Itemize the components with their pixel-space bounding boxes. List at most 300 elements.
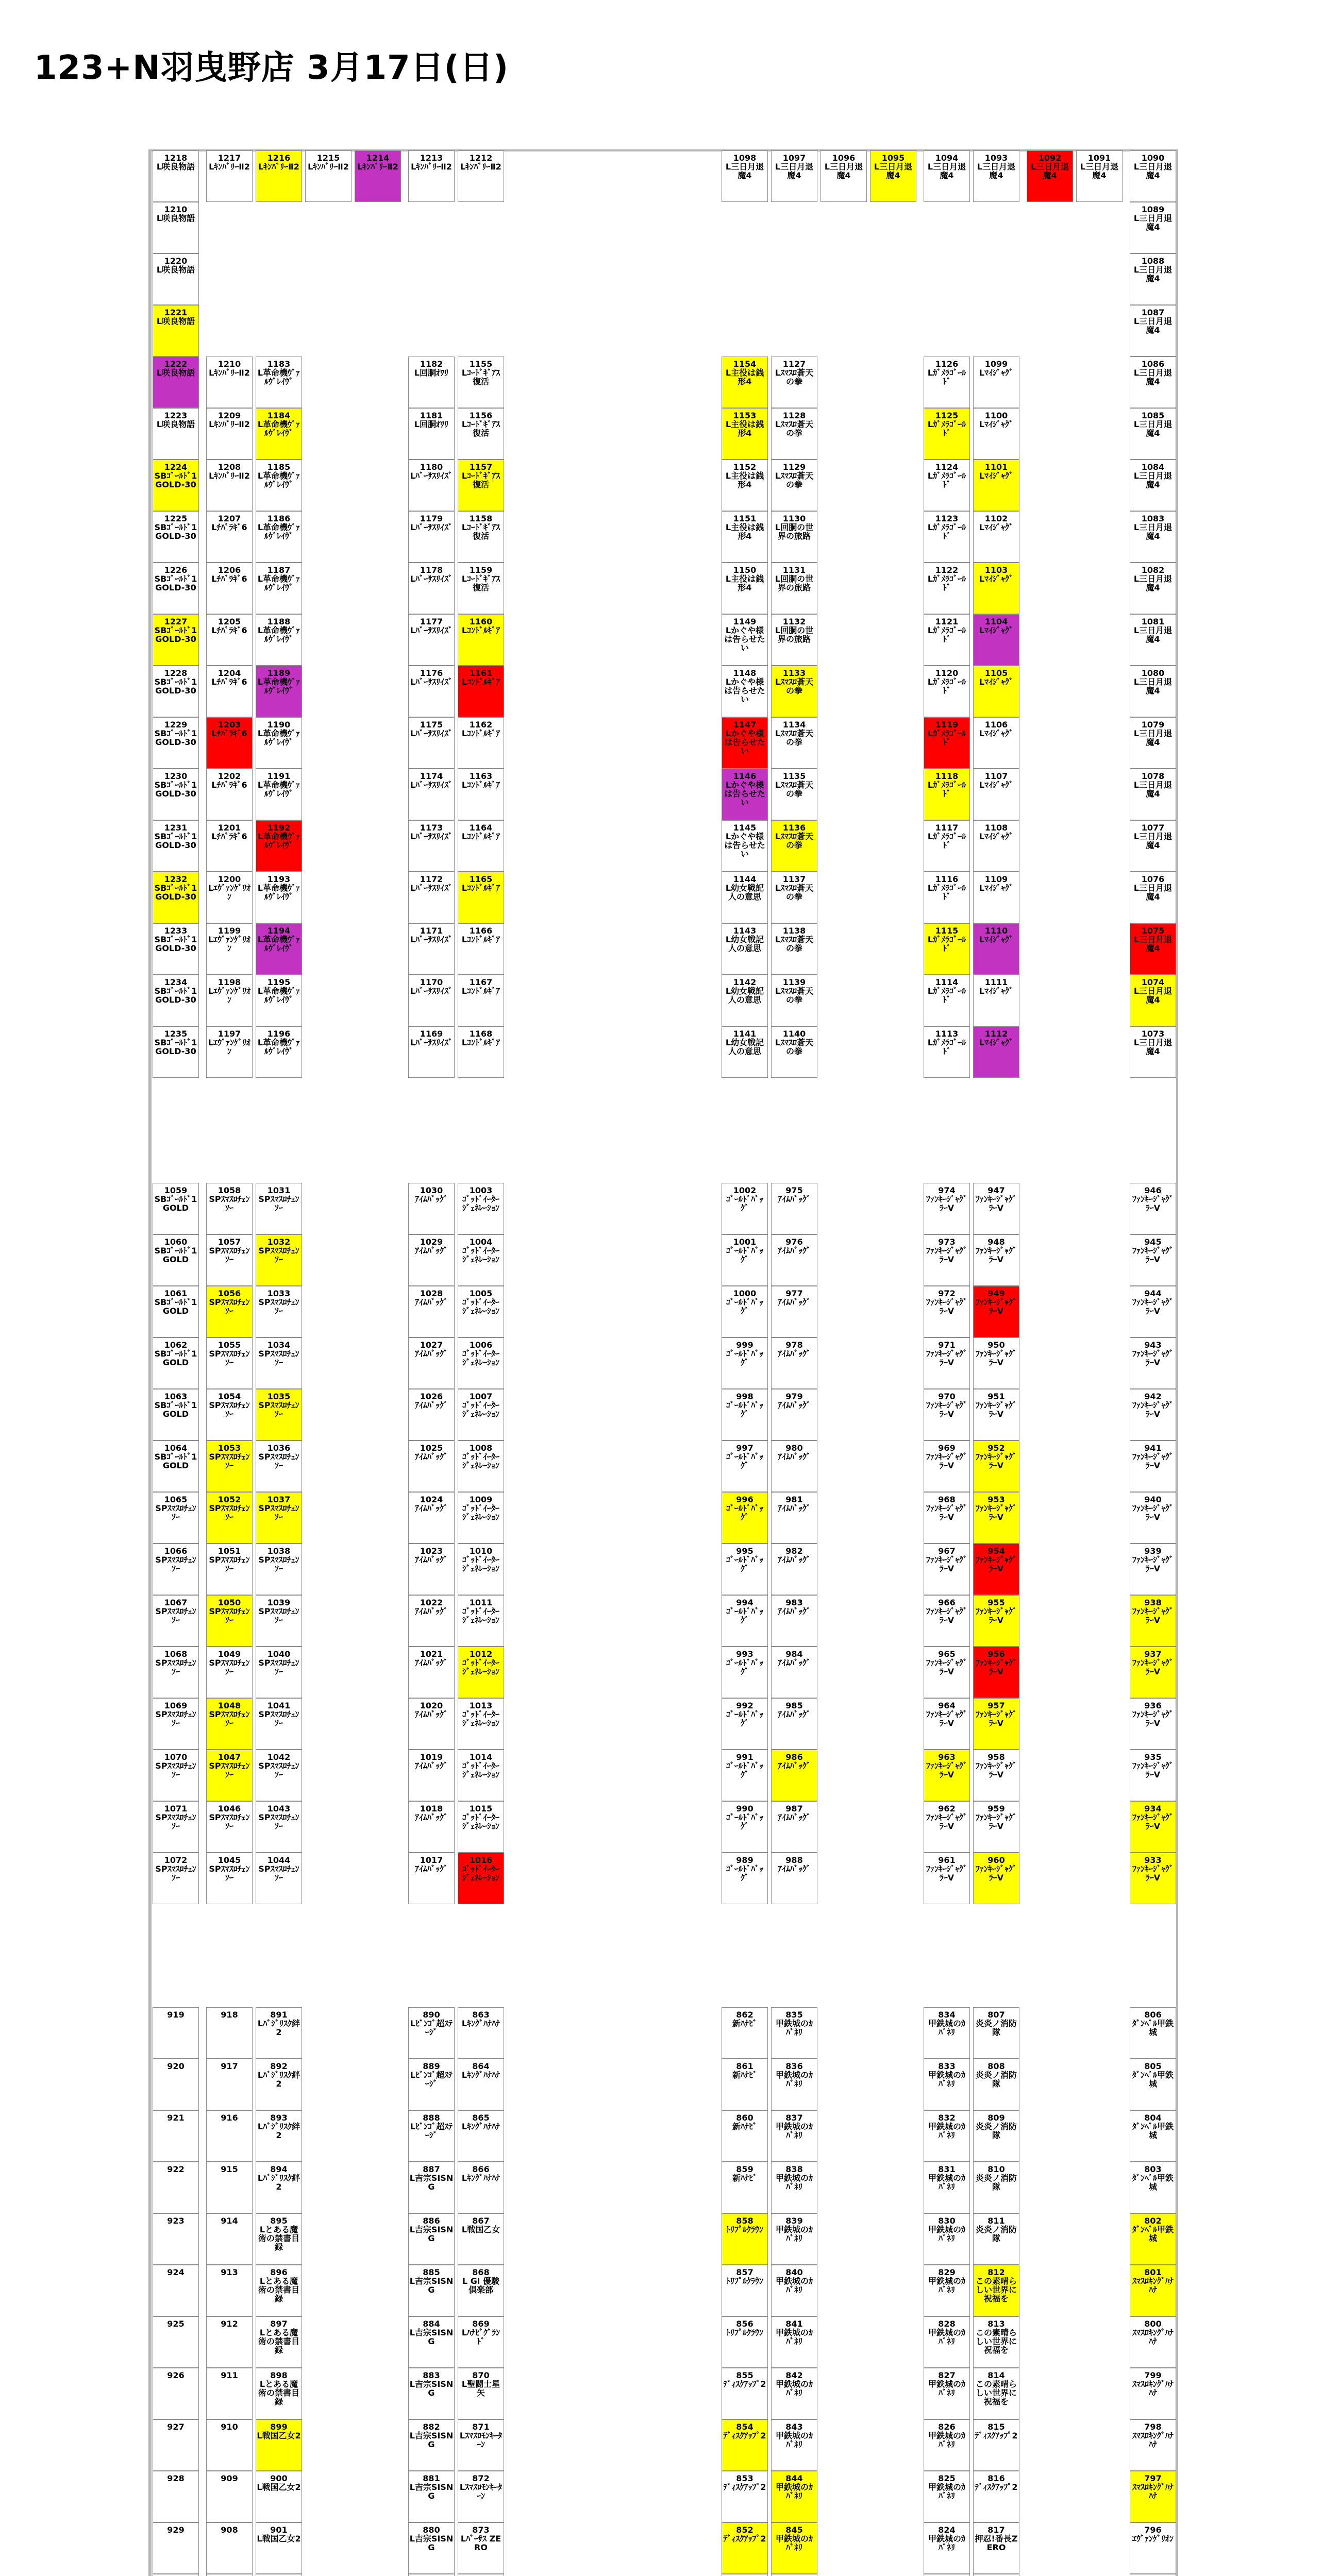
machine-1200[interactable] <box>206 872 253 923</box>
machine-1085[interactable] <box>1130 408 1176 460</box>
machine-1081[interactable] <box>1130 614 1176 666</box>
machine-1071[interactable] <box>153 1801 199 1853</box>
machine-1010[interactable] <box>458 1544 504 1595</box>
machine-833[interactable] <box>924 2059 970 2110</box>
machine-990[interactable] <box>722 1801 768 1853</box>
machine-827[interactable] <box>924 2368 970 2419</box>
machine-831[interactable] <box>924 2162 970 2213</box>
machine-1123[interactable] <box>924 511 970 563</box>
machine-1167[interactable] <box>458 975 504 1026</box>
machine-1157[interactable] <box>458 460 504 511</box>
machine-861[interactable] <box>722 2059 768 2110</box>
machine-852[interactable] <box>722 2522 768 2574</box>
machine-1031[interactable] <box>256 1183 302 1234</box>
machine-1209[interactable] <box>206 408 253 460</box>
machine-915[interactable] <box>206 2162 253 2213</box>
machine-938[interactable] <box>1130 1595 1176 1647</box>
machine-1105[interactable] <box>973 666 1019 717</box>
machine-1065[interactable] <box>153 1492 199 1544</box>
machine-1189[interactable] <box>256 666 302 717</box>
machine-1182[interactable] <box>408 357 455 408</box>
machine-1158[interactable] <box>458 511 504 563</box>
machine-1191[interactable] <box>256 769 302 820</box>
machine-1135[interactable] <box>771 769 817 820</box>
machine-1199[interactable] <box>206 923 253 975</box>
machine-818[interactable] <box>973 2574 1019 2576</box>
machine-1166[interactable] <box>458 923 504 975</box>
machine-1099[interactable] <box>973 357 1019 408</box>
machine-908[interactable] <box>206 2522 253 2574</box>
machine-1152[interactable] <box>722 460 768 511</box>
machine-832[interactable] <box>924 2110 970 2162</box>
machine-845[interactable] <box>771 2522 817 2574</box>
machine-999[interactable] <box>722 1337 768 1389</box>
machine-1063[interactable] <box>153 1389 199 1440</box>
machine-1026[interactable] <box>408 1389 455 1440</box>
machine-857[interactable] <box>722 2265 768 2316</box>
machine-886[interactable] <box>408 2213 455 2265</box>
machine-1188[interactable] <box>256 614 302 666</box>
machine-920[interactable] <box>153 2059 199 2110</box>
machine-1185[interactable] <box>256 460 302 511</box>
machine-1230[interactable] <box>153 769 199 820</box>
machine-942[interactable] <box>1130 1389 1176 1440</box>
machine-1084[interactable] <box>1130 460 1176 511</box>
machine-1046[interactable] <box>206 1801 253 1853</box>
machine-1056[interactable] <box>206 1286 253 1337</box>
machine-1043[interactable] <box>256 1801 302 1853</box>
machine-994[interactable] <box>722 1595 768 1647</box>
machine-862[interactable] <box>722 2007 768 2059</box>
machine-1212[interactable] <box>458 150 504 202</box>
machine-1008[interactable] <box>458 1440 504 1492</box>
machine-1214[interactable] <box>355 150 401 202</box>
machine-796[interactable] <box>1130 2522 1176 2574</box>
machine-954[interactable] <box>973 1544 1019 1595</box>
machine-859[interactable] <box>722 2162 768 2213</box>
machine-810[interactable] <box>973 2162 1019 2213</box>
machine-1075[interactable] <box>1130 923 1176 975</box>
machine-1154[interactable] <box>722 357 768 408</box>
machine-1050[interactable] <box>206 1595 253 1647</box>
machine-923[interactable] <box>153 2213 199 2265</box>
machine-1005[interactable] <box>458 1286 504 1337</box>
machine-823[interactable] <box>924 2574 970 2576</box>
machine-1197[interactable] <box>206 1026 253 1078</box>
machine-1132[interactable] <box>771 614 817 666</box>
machine-867[interactable] <box>458 2213 504 2265</box>
machine-879[interactable] <box>408 2574 455 2576</box>
machine-1007[interactable] <box>458 1389 504 1440</box>
machine-1064[interactable] <box>153 1440 199 1492</box>
machine-1048[interactable] <box>206 1698 253 1750</box>
machine-934[interactable] <box>1130 1801 1176 1853</box>
machine-863[interactable] <box>458 2007 504 2059</box>
machine-963[interactable] <box>924 1750 970 1801</box>
machine-928[interactable] <box>153 2471 199 2522</box>
machine-949[interactable] <box>973 1286 1019 1337</box>
machine-1042[interactable] <box>256 1750 302 1801</box>
machine-874[interactable] <box>458 2574 504 2576</box>
machine-980[interactable] <box>771 1440 817 1492</box>
machine-1195[interactable] <box>256 975 302 1026</box>
machine-829[interactable] <box>924 2265 970 2316</box>
machine-984[interactable] <box>771 1647 817 1698</box>
machine-902[interactable] <box>256 2574 302 2576</box>
machine-996[interactable] <box>722 1492 768 1544</box>
machine-898[interactable] <box>256 2368 302 2419</box>
machine-1131[interactable] <box>771 563 817 614</box>
machine-959[interactable] <box>973 1801 1019 1853</box>
machine-967[interactable] <box>924 1544 970 1595</box>
machine-1222[interactable] <box>153 357 199 408</box>
machine-987[interactable] <box>771 1801 817 1853</box>
machine-1220[interactable] <box>153 253 199 305</box>
machine-1025[interactable] <box>408 1440 455 1492</box>
machine-1196[interactable] <box>256 1026 302 1078</box>
machine-995[interactable] <box>722 1544 768 1595</box>
machine-1169[interactable] <box>408 1026 455 1078</box>
machine-1126[interactable] <box>924 357 970 408</box>
machine-851[interactable] <box>722 2574 768 2576</box>
machine-1142[interactable] <box>722 975 768 1026</box>
machine-1016[interactable] <box>458 1853 504 1904</box>
machine-817[interactable] <box>973 2522 1019 2574</box>
machine-836[interactable] <box>771 2059 817 2110</box>
machine-882[interactable] <box>408 2419 455 2471</box>
machine-1202[interactable] <box>206 769 253 820</box>
machine-926[interactable] <box>153 2368 199 2419</box>
machine-1153[interactable] <box>722 408 768 460</box>
machine-1087[interactable] <box>1130 305 1176 357</box>
machine-1127[interactable] <box>771 357 817 408</box>
machine-957[interactable] <box>973 1698 1019 1750</box>
machine-841[interactable] <box>771 2316 817 2368</box>
machine-899[interactable] <box>256 2419 302 2471</box>
machine-965[interactable] <box>924 1647 970 1698</box>
machine-1033[interactable] <box>256 1286 302 1337</box>
machine-888[interactable] <box>408 2110 455 2162</box>
machine-970[interactable] <box>924 1389 970 1440</box>
machine-1102[interactable] <box>973 511 1019 563</box>
machine-881[interactable] <box>408 2471 455 2522</box>
machine-1121[interactable] <box>924 614 970 666</box>
machine-1106[interactable] <box>973 717 1019 769</box>
machine-1164[interactable] <box>458 820 504 872</box>
machine-974[interactable] <box>924 1183 970 1234</box>
machine-1147[interactable] <box>722 717 768 769</box>
machine-988[interactable] <box>771 1853 817 1904</box>
machine-1093[interactable] <box>973 150 1019 202</box>
machine-907[interactable] <box>206 2574 253 2576</box>
machine-797[interactable] <box>1130 2471 1176 2522</box>
machine-937[interactable] <box>1130 1647 1176 1698</box>
machine-1004[interactable] <box>458 1234 504 1286</box>
machine-1150[interactable] <box>722 563 768 614</box>
machine-1168[interactable] <box>458 1026 504 1078</box>
machine-1184[interactable] <box>256 408 302 460</box>
machine-1133[interactable] <box>771 666 817 717</box>
machine-962[interactable] <box>924 1801 970 1853</box>
machine-969[interactable] <box>924 1440 970 1492</box>
machine-1096[interactable] <box>820 150 867 202</box>
machine-858[interactable] <box>722 2213 768 2265</box>
machine-947[interactable] <box>973 1183 1019 1234</box>
machine-801[interactable] <box>1130 2265 1176 2316</box>
machine-1032[interactable] <box>256 1234 302 1286</box>
machine-1111[interactable] <box>973 975 1019 1026</box>
machine-1108[interactable] <box>973 820 1019 872</box>
machine-1174[interactable] <box>408 769 455 820</box>
machine-941[interactable] <box>1130 1440 1176 1492</box>
machine-977[interactable] <box>771 1286 817 1337</box>
machine-958[interactable] <box>973 1750 1019 1801</box>
machine-1183[interactable] <box>256 357 302 408</box>
machine-991[interactable] <box>722 1750 768 1801</box>
machine-1089[interactable] <box>1130 202 1176 253</box>
machine-844[interactable] <box>771 2471 817 2522</box>
machine-1062[interactable] <box>153 1337 199 1389</box>
machine-1192[interactable] <box>256 820 302 872</box>
machine-891[interactable] <box>256 2007 302 2059</box>
machine-1073[interactable] <box>1130 1026 1176 1078</box>
machine-808[interactable] <box>973 2059 1019 2110</box>
machine-1098[interactable] <box>722 150 768 202</box>
machine-1011[interactable] <box>458 1595 504 1647</box>
machine-1060[interactable] <box>153 1234 199 1286</box>
machine-913[interactable] <box>206 2265 253 2316</box>
machine-1141[interactable] <box>722 1026 768 1078</box>
machine-825[interactable] <box>924 2471 970 2522</box>
machine-1206[interactable] <box>206 563 253 614</box>
machine-805[interactable] <box>1130 2059 1176 2110</box>
machine-1215[interactable] <box>305 150 351 202</box>
machine-1116[interactable] <box>924 872 970 923</box>
machine-1146[interactable] <box>722 769 768 820</box>
machine-1163[interactable] <box>458 769 504 820</box>
machine-968[interactable] <box>924 1492 970 1544</box>
machine-1015[interactable] <box>458 1801 504 1853</box>
machine-1080[interactable] <box>1130 666 1176 717</box>
machine-1119[interactable] <box>924 717 970 769</box>
machine-1205[interactable] <box>206 614 253 666</box>
machine-1014[interactable] <box>458 1750 504 1801</box>
machine-1045[interactable] <box>206 1853 253 1904</box>
machine-1216[interactable] <box>256 150 302 202</box>
machine-978[interactable] <box>771 1337 817 1389</box>
machine-864[interactable] <box>458 2059 504 2110</box>
machine-1156[interactable] <box>458 408 504 460</box>
machine-933[interactable] <box>1130 1853 1176 1904</box>
machine-1020[interactable] <box>408 1698 455 1750</box>
machine-1021[interactable] <box>408 1647 455 1698</box>
machine-989[interactable] <box>722 1853 768 1904</box>
machine-1138[interactable] <box>771 923 817 975</box>
machine-961[interactable] <box>924 1853 970 1904</box>
machine-1208[interactable] <box>206 460 253 511</box>
machine-1077[interactable] <box>1130 820 1176 872</box>
machine-1051[interactable] <box>206 1544 253 1595</box>
machine-1024[interactable] <box>408 1492 455 1544</box>
machine-868[interactable] <box>458 2265 504 2316</box>
machine-1069[interactable] <box>153 1698 199 1750</box>
machine-1144[interactable] <box>722 872 768 923</box>
machine-824[interactable] <box>924 2522 970 2574</box>
machine-950[interactable] <box>973 1337 1019 1389</box>
machine-918[interactable] <box>206 2007 253 2059</box>
machine-826[interactable] <box>924 2419 970 2471</box>
machine-840[interactable] <box>771 2265 817 2316</box>
machine-889[interactable] <box>408 2059 455 2110</box>
machine-798[interactable] <box>1130 2419 1176 2471</box>
machine-872[interactable] <box>458 2471 504 2522</box>
machine-1137[interactable] <box>771 872 817 923</box>
machine-803[interactable] <box>1130 2162 1176 2213</box>
machine-1054[interactable] <box>206 1389 253 1440</box>
machine-1000[interactable] <box>722 1286 768 1337</box>
machine-1190[interactable] <box>256 717 302 769</box>
machine-1100[interactable] <box>973 408 1019 460</box>
machine-869[interactable] <box>458 2316 504 2368</box>
machine-1235[interactable] <box>153 1026 199 1078</box>
machine-1148[interactable] <box>722 666 768 717</box>
machine-802[interactable] <box>1130 2213 1176 2265</box>
machine-1181[interactable] <box>408 408 455 460</box>
machine-1110[interactable] <box>973 923 1019 975</box>
machine-1047[interactable] <box>206 1750 253 1801</box>
machine-1057[interactable] <box>206 1234 253 1286</box>
machine-1041[interactable] <box>256 1698 302 1750</box>
machine-1091[interactable] <box>1076 150 1123 202</box>
machine-1139[interactable] <box>771 975 817 1026</box>
machine-997[interactable] <box>722 1440 768 1492</box>
machine-1104[interactable] <box>973 614 1019 666</box>
machine-1180[interactable] <box>408 460 455 511</box>
machine-1224[interactable] <box>153 460 199 511</box>
machine-1128[interactable] <box>771 408 817 460</box>
machine-1028[interactable] <box>408 1286 455 1337</box>
machine-940[interactable] <box>1130 1492 1176 1544</box>
machine-1094[interactable] <box>924 150 970 202</box>
machine-1134[interactable] <box>771 717 817 769</box>
machine-1039[interactable] <box>256 1595 302 1647</box>
machine-873[interactable] <box>458 2522 504 2574</box>
machine-1193[interactable] <box>256 872 302 923</box>
machine-816[interactable] <box>973 2471 1019 2522</box>
machine-893[interactable] <box>256 2110 302 2162</box>
machine-1107[interactable] <box>973 769 1019 820</box>
machine-1036[interactable] <box>256 1440 302 1492</box>
machine-1186[interactable] <box>256 511 302 563</box>
machine-943[interactable] <box>1130 1337 1176 1389</box>
machine-1070[interactable] <box>153 1750 199 1801</box>
machine-1221[interactable] <box>153 305 199 357</box>
machine-890[interactable] <box>408 2007 455 2059</box>
machine-1223[interactable] <box>153 408 199 460</box>
machine-828[interactable] <box>924 2316 970 2368</box>
machine-866[interactable] <box>458 2162 504 2213</box>
machine-1160[interactable] <box>458 614 504 666</box>
machine-885[interactable] <box>408 2265 455 2316</box>
machine-1161[interactable] <box>458 666 504 717</box>
machine-1125[interactable] <box>924 408 970 460</box>
machine-909[interactable] <box>206 2471 253 2522</box>
machine-1136[interactable] <box>771 820 817 872</box>
machine-925[interactable] <box>153 2316 199 2368</box>
machine-955[interactable] <box>973 1595 1019 1647</box>
machine-1092[interactable] <box>1027 150 1073 202</box>
machine-834[interactable] <box>924 2007 970 2059</box>
machine-853[interactable] <box>722 2471 768 2522</box>
machine-971[interactable] <box>924 1337 970 1389</box>
machine-953[interactable] <box>973 1492 1019 1544</box>
machine-1217[interactable] <box>206 150 253 202</box>
machine-1187[interactable] <box>256 563 302 614</box>
machine-1124[interactable] <box>924 460 970 511</box>
machine-809[interactable] <box>973 2110 1019 2162</box>
machine-1159[interactable] <box>458 563 504 614</box>
machine-983[interactable] <box>771 1595 817 1647</box>
machine-916[interactable] <box>206 2110 253 2162</box>
machine-1018[interactable] <box>408 1801 455 1853</box>
machine-835[interactable] <box>771 2007 817 2059</box>
machine-976[interactable] <box>771 1234 817 1286</box>
machine-1233[interactable] <box>153 923 199 975</box>
machine-1037[interactable] <box>256 1492 302 1544</box>
machine-1027[interactable] <box>408 1337 455 1389</box>
machine-1129[interactable] <box>771 460 817 511</box>
machine-887[interactable] <box>408 2162 455 2213</box>
machine-1012[interactable] <box>458 1647 504 1698</box>
machine-1009[interactable] <box>458 1492 504 1544</box>
machine-1035[interactable] <box>256 1389 302 1440</box>
machine-846[interactable] <box>771 2574 817 2576</box>
machine-1023[interactable] <box>408 1544 455 1595</box>
machine-1086[interactable] <box>1130 357 1176 408</box>
machine-1179[interactable] <box>408 511 455 563</box>
machine-956[interactable] <box>973 1647 1019 1698</box>
machine-979[interactable] <box>771 1389 817 1440</box>
machine-1083[interactable] <box>1130 511 1176 563</box>
machine-910[interactable] <box>206 2419 253 2471</box>
machine-1001[interactable] <box>722 1234 768 1286</box>
machine-1030[interactable] <box>408 1183 455 1234</box>
machine-1040[interactable] <box>256 1647 302 1698</box>
machine-1029[interactable] <box>408 1234 455 1286</box>
machine-986[interactable] <box>771 1750 817 1801</box>
machine-1118[interactable] <box>924 769 970 820</box>
machine-1143[interactable] <box>722 923 768 975</box>
machine-837[interactable] <box>771 2110 817 2162</box>
machine-1170[interactable] <box>408 975 455 1026</box>
machine-1058[interactable] <box>206 1183 253 1234</box>
machine-856[interactable] <box>722 2316 768 2368</box>
machine-1079[interactable] <box>1130 717 1176 769</box>
machine-960[interactable] <box>973 1853 1019 1904</box>
machine-1226[interactable] <box>153 563 199 614</box>
machine-927[interactable] <box>153 2419 199 2471</box>
machine-1034[interactable] <box>256 1337 302 1389</box>
machine-973[interactable] <box>924 1234 970 1286</box>
machine-1122[interactable] <box>924 563 970 614</box>
machine-795[interactable] <box>1130 2574 1176 2576</box>
machine-1130[interactable] <box>771 511 817 563</box>
machine-912[interactable] <box>206 2316 253 2368</box>
machine-948[interactable] <box>973 1234 1019 1286</box>
machine-1210[interactable] <box>153 202 199 253</box>
machine-1068[interactable] <box>153 1647 199 1698</box>
machine-944[interactable] <box>1130 1286 1176 1337</box>
